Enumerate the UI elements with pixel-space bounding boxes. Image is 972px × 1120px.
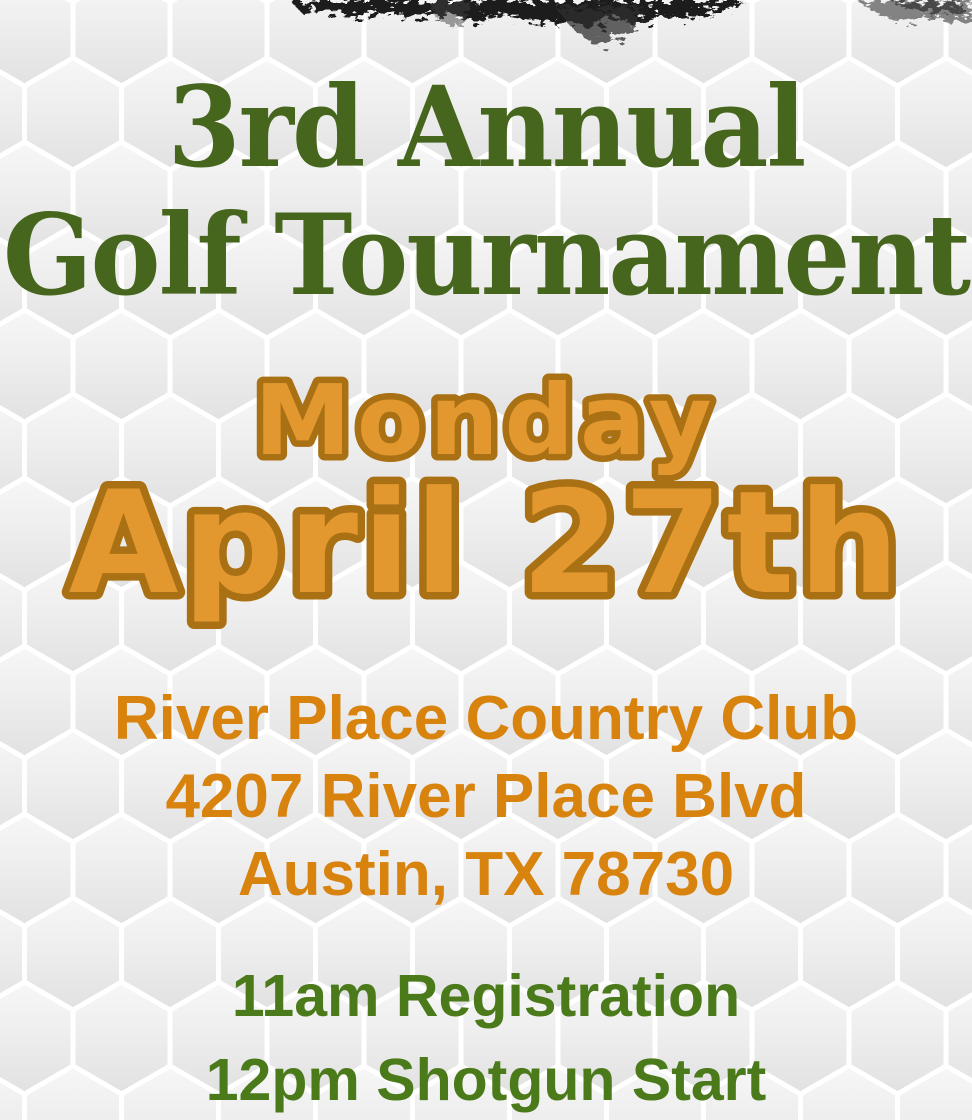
title-line-1: 3rd Annual (167, 61, 805, 193)
date-day: Monday (254, 364, 718, 477)
date-full: April 27th (68, 461, 904, 626)
venue-city-state-zip: Austin, TX 78730 (237, 840, 735, 909)
title-line-2: Golf Tournament (2, 189, 970, 321)
schedule-shotgun-start: 12pm Shotgun Start (205, 1047, 767, 1113)
venue-name: River Place Country Club (113, 684, 859, 753)
schedule-registration: 11am Registration (231, 963, 741, 1029)
venue-street-address: 4207 River Place Blvd (165, 762, 807, 831)
date-full-graphic (0, 460, 972, 635)
